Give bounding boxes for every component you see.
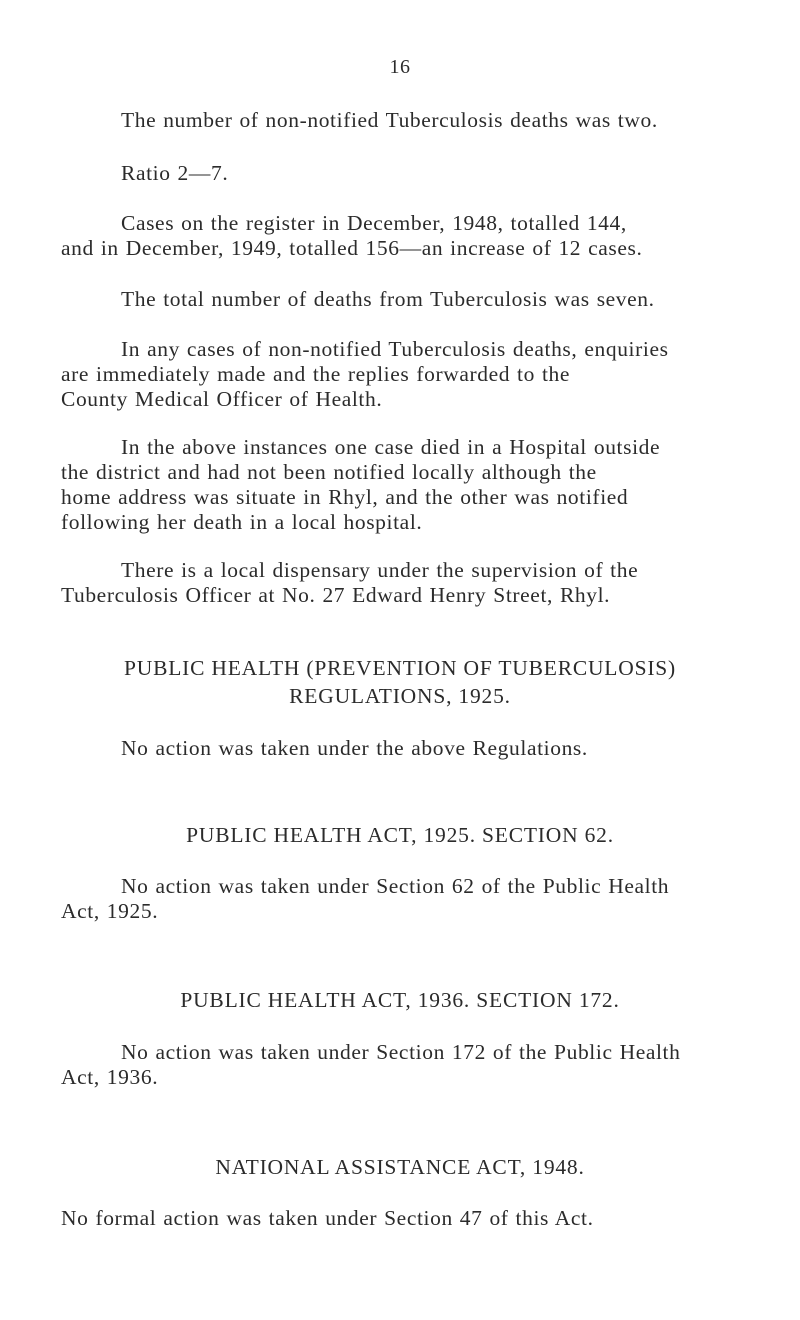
page-number: 16: [389, 56, 411, 78]
paragraph-line: Cases on the register in December, 1948, totalled 144,: [121, 211, 627, 235]
paragraph-section-62: [61, 874, 761, 924]
paragraph-line: Act, 1936.: [61, 1065, 159, 1089]
heading-line: PUBLIC HEALTH (PREVENTION OF TUBERCULOSIS): [123, 656, 676, 680]
paragraph-nonnotified-deaths: [121, 108, 781, 133]
heading-line: PUBLIC HEALTH ACT, 1925. SECTION 62.: [186, 823, 614, 847]
paragraph-line: The number of non-notified Tuberculosis deaths was two.: [121, 108, 658, 132]
paragraph-line: No action was taken under Section 62 of the Public Health: [121, 874, 670, 898]
paragraph-ratio: [121, 161, 800, 186]
heading-prevention-regulations: [0, 654, 800, 710]
paragraph-line: County Medical Officer of Health.: [61, 387, 383, 411]
paragraph-line: Ratio 2—7.: [121, 161, 229, 185]
heading-line: NATIONAL ASSISTANCE ACT, 1948.: [215, 1155, 585, 1179]
heading-national-assistance-act: [0, 1153, 800, 1181]
paragraph-instances: [61, 435, 761, 535]
paragraph-line: home address was situate in Rhyl, and the other was notified: [61, 485, 629, 509]
paragraph-line: No formal action was taken under Section 47 of this Act.: [61, 1206, 594, 1230]
paragraph-section-47: [61, 1206, 761, 1231]
paragraph-register-cases: [61, 211, 761, 261]
heading-public-health-act-1936: [0, 986, 800, 1014]
paragraph-enquiries: [61, 337, 761, 412]
heading-line: PUBLIC HEALTH ACT, 1936. SECTION 172.: [180, 988, 620, 1012]
paragraph-regulations-action: [121, 736, 800, 761]
paragraph-line: following her death in a local hospital.: [61, 510, 423, 534]
heading-line: REGULATIONS, 1925.: [289, 684, 511, 708]
paragraph-line: No action was taken under Section 172 of the Public Health: [121, 1040, 681, 1064]
heading-public-health-act-1925: [0, 821, 800, 849]
paragraph-line: are immediately made and the replies forwarded to the: [61, 362, 571, 386]
paragraph-line: the district and had not been notified locally although the: [61, 460, 597, 484]
paragraph-section-172: [61, 1040, 761, 1090]
paragraph-line: There is a local dispensary under the supervision of the: [121, 558, 639, 582]
paragraph-line: In any cases of non-notified Tuberculosis deaths, enquiries: [121, 337, 669, 361]
paragraph-line: Tuberculosis Officer at No. 27 Edward Henry Street, Rhyl.: [61, 583, 611, 607]
paragraph-dispensary: [61, 558, 761, 608]
paragraph-line: In the above instances one case died in a Hospital outside: [121, 435, 661, 459]
paragraph-total-deaths: [121, 287, 800, 312]
paragraph-line: and in December, 1949, totalled 156—an increase of 12 cases.: [61, 236, 643, 260]
paragraph-line: The total number of deaths from Tuberculosis was seven.: [121, 287, 655, 311]
paragraph-line: Act, 1925.: [61, 899, 159, 923]
paragraph-line: No action was taken under the above Regulations.: [121, 736, 588, 760]
